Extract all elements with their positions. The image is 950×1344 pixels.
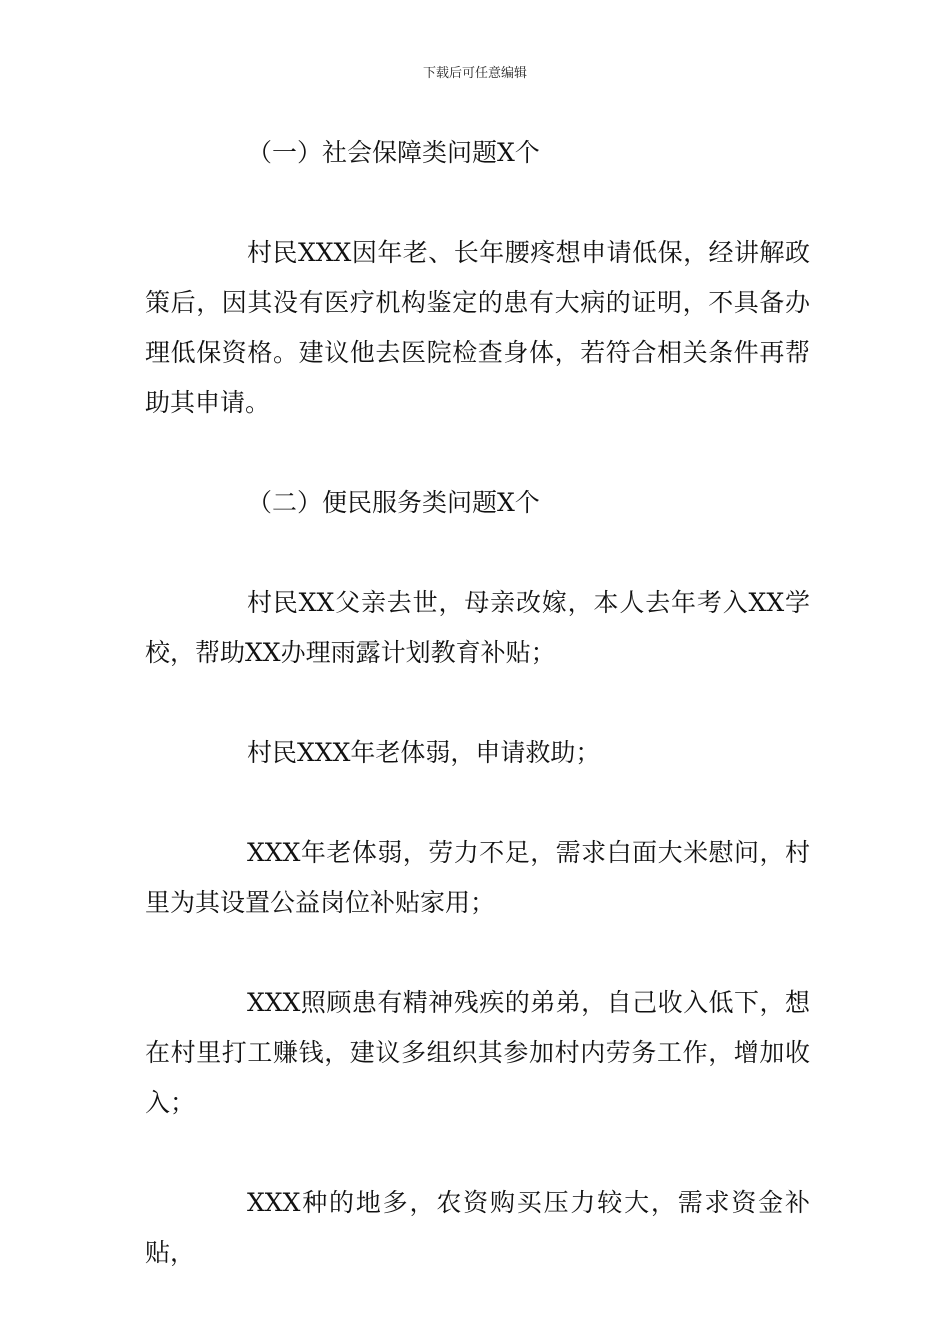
section-heading-convenience-services: （二）便民服务类问题X个 <box>247 488 540 517</box>
header-note: 下载后可任意编辑 <box>422 66 527 81</box>
paragraph-education-subsidy: 村民XX父亲去世，母亲改嫁，本人去年考入XX学校，帮助XX办理雨露计划教育补贴； <box>145 588 810 667</box>
document-body <box>145 128 810 1278</box>
paragraph-employment-assistance: XXX照顾患有精神残疾的弟弟，自己收入低下，想在村里打工赚钱，建议多组织其参加村内劳务工作，增加收入； <box>145 988 810 1117</box>
section-heading-social-security: （一）社会保障类问题X个 <box>247 138 540 167</box>
paragraph-agricultural-subsidy: XXX种的地多，农资购买压力较大，需求资金补贴， <box>145 1188 810 1267</box>
paragraph-low-income-application: 村民XXX因年老、长年腰疼想申请低保，经讲解政策后，因其没有医疗机构鉴定的患有大病的证明，不具备办理低保资格。建议他去医院检查身体，若符合相关条件再帮助其申请。 <box>145 238 810 417</box>
paragraph-public-welfare-post: XXX年老体弱，劳力不足，需求白面大米慰问，村里为其设置公益岗位补贴家用； <box>145 838 810 917</box>
paragraph-relief-application: 村民XXX年老体弱，申请救助； <box>247 738 601 767</box>
